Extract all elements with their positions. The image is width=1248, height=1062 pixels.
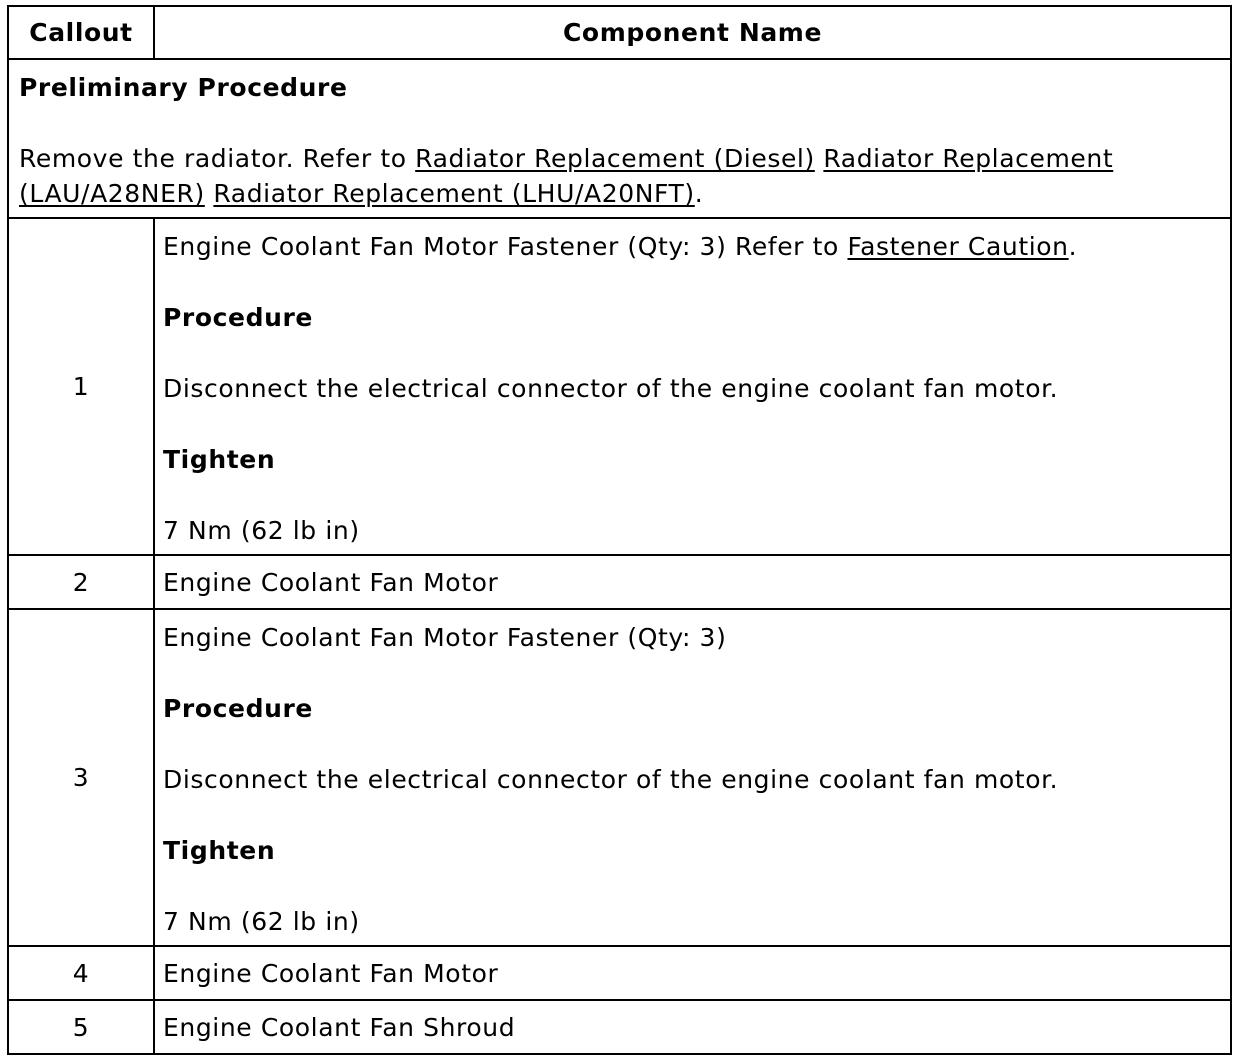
preliminary-text [19, 141, 1218, 211]
tighten-heading: Tighten [163, 836, 276, 865]
component-name: Engine Coolant Fan Motor [154, 555, 1231, 609]
preliminary-cell [8, 59, 1231, 218]
table-row [8, 555, 1231, 609]
preliminary-row [8, 59, 1231, 218]
table-row [8, 1000, 1231, 1054]
callout-number: 3 [8, 609, 154, 946]
table-row [8, 946, 1231, 1000]
callout-number: 1 [8, 218, 154, 555]
link-fastener-caution[interactable]: Fastener Caution [847, 232, 1069, 261]
component-name: Engine Coolant Fan Shroud [154, 1000, 1231, 1054]
preliminary-text-after: . [694, 179, 704, 208]
tighten-value: 7 Nm (62 lb in) [163, 907, 360, 936]
procedure-text: Disconnect the electrical connector of the engine coolant fan motor. [163, 765, 1059, 794]
preliminary-heading: Preliminary Procedure [19, 73, 348, 102]
component-name: Engine Coolant Fan Motor Fastener (Qty: 3) [163, 623, 727, 652]
link-radiator-lhu[interactable]: Radiator Replacement (LHU/A20NFT) [213, 179, 695, 208]
preliminary-text-before: Remove the radiator. Refer to [19, 144, 407, 173]
component-name: Engine Coolant Fan Motor [154, 946, 1231, 1000]
table-row [8, 218, 1231, 555]
tighten-heading: Tighten [163, 445, 276, 474]
component-cell [154, 218, 1231, 555]
link-radiator-diesel[interactable]: Radiator Replacement (Diesel) [415, 144, 815, 173]
component-cell [154, 609, 1231, 946]
component-name: Engine Coolant Fan Motor Fastener (Qty: 3) Refer to Fastener Caution. [163, 232, 1078, 261]
callout-number: 5 [8, 1000, 154, 1054]
header-row [8, 6, 1231, 59]
procedure-heading: Procedure [163, 303, 313, 332]
table-row [8, 609, 1231, 946]
callout-number: 2 [8, 555, 154, 609]
procedure-heading: Procedure [163, 694, 313, 723]
link-radiator-lau[interactable]: Radiator Replacement (LAU/A28NER) [19, 144, 1114, 208]
callout-header: Callout [8, 6, 154, 59]
component-table [7, 5, 1232, 1055]
callout-number: 4 [8, 946, 154, 1000]
procedure-text: Disconnect the electrical connector of the engine coolant fan motor. [163, 374, 1059, 403]
tighten-value: 7 Nm (62 lb in) [163, 516, 360, 545]
component-name-header: Component Name [154, 6, 1231, 59]
